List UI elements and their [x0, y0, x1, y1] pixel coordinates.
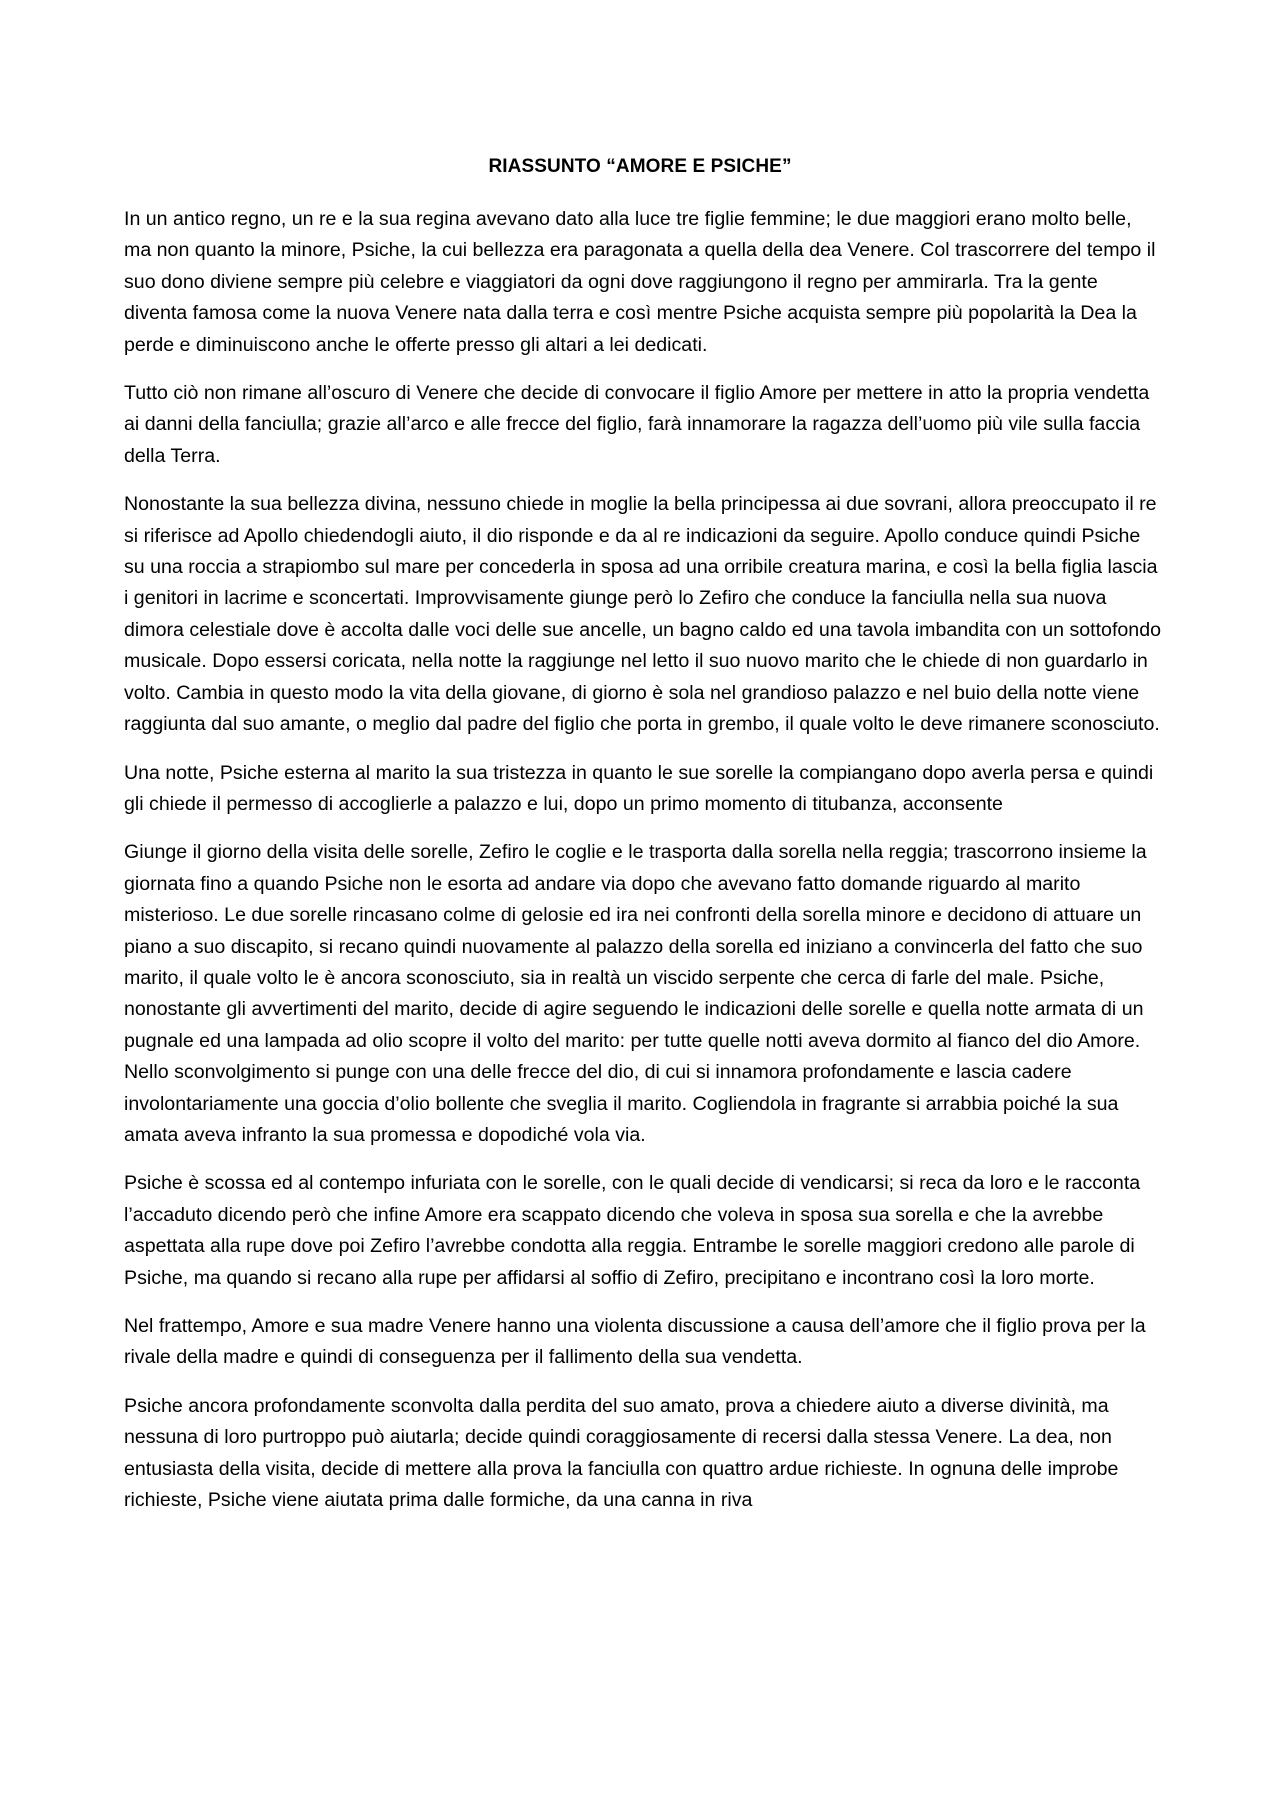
paragraph-7: Nel frattempo, Amore e sua madre Venere hanno una violenta discussione a causa dell’amore che il figlio prova per la rivale della madre e quindi di conseguenza per il fallimento della sua vendetta.	[124, 1315, 1146, 1369]
document-body	[124, 204, 1164, 1533]
paragraph-8: Psiche ancora profondamente sconvolta dalla perdita del suo amato, prova a chiedere aiuto a diverse divinità, ma nessuna di loro purtroppo può aiutarla; decide quindi coraggiosamente di recersi dalla stessa Venere. La dea, non entusiasta della visita, decide di mettere alla prova la fanciulla con quattro ardue richieste. In ognuna delle improbe richieste, Psiche viene aiutata prima dalle formiche, da una canna in riva	[124, 1394, 1119, 1512]
paragraph-2: Tutto ciò non rimane all’oscuro di Venere che decide di convocare il figlio Amore per mettere in atto la propria vendetta ai danni della fanciulla; grazie all’arco e alle frecce del figlio, farà innamorare la ragazza dell’uomo più vile sulla faccia della Terra.	[124, 382, 1150, 467]
paragraph-4: Una notte, Psiche esterna al marito la sua tristezza in quanto le sue sorelle la compiangano dopo averla persa e quindi gli chiede il permesso di accoglierle a palazzo e lui, dopo un primo momento di titubanza, acconsente	[124, 761, 1154, 815]
paragraph-5: Giunge il giorno della visita delle sorelle, Zefiro le coglie e le trasporta dalla sorella nella reggia; trascorrono insieme la giornata fino a quando Psiche non le esorta ad andare via dopo che avevano fatto domande riguardo al marito misterioso. Le due sorelle rincasano colme di gelosie ed ira nei confronti della sorella minore e decidono di attuare un piano a suo discapito, si recano quindi nuovamente al palazzo della sorella ed iniziano a convincerla del fatto che suo marito, il quale volto le è ancora sconosciuto, sia in realtà un viscido serpente che cerca di farle del male. Psiche, nonostante gli avvertimenti del marito, decide di agire seguendo le indicazioni delle sorelle e quella notte armata di un pugnale ed una lampada ad olio scopre il volto del marito: per tutte quelle notti aveva dormito al fianco del dio Amore. Nello sconvolgimento si punge con una delle frecce del dio, di cui si innamora profondamente e lascia cadere involontariamente una goccia d’olio bollente che sveglia il marito. Cogliendola in fragrante si arrabbia poiché la sua amata aveva infranto la sua promessa e dopodiché vola via.	[124, 841, 1147, 1146]
paragraph-6: Psiche è scossa ed al contempo infuriata con le sorelle, con le quali decide di vendicarsi; si reca da loro e le racconta l’accaduto dicendo però che infine Amore era scappato dicendo che voleva in sposa sua sorella e che la avrebbe aspettata alla rupe dove poi Zefiro l’avrebbe condotta alla reggia. Entrambe le sorelle maggiori credono alle parole di Psiche, ma quando si recano alla rupe per affidarsi al soffio di Zefiro, precipitano e incontrano così la loro morte.	[124, 1172, 1141, 1289]
document-title: RIASSUNTO “AMORE E PSICHE”	[488, 156, 792, 177]
paragraph-1: In un antico regno, un re e la sua regina avevano dato alla luce tre figlie femmine; le due maggiori erano molto belle, ma non quanto la minore, Psiche, la cui bellezza era paragonata a quella della dea Venere. Col trascorrere del tempo il suo dono diviene sempre più celebre e viaggiatori da ogni dove raggiungono il regno per ammirarla. Tra la gente diventa famosa come la nuova Venere nata dalla terra e così mentre Psiche acquista sempre più popolarità la Dea la perde e diminuiscono anche le offerte presso gli altari a lei dedicati.	[124, 208, 1156, 356]
paragraph-3: Nonostante la sua bellezza divina, nessuno chiede in moglie la bella principessa ai due sovrani, allora preoccupato il re si riferisce ad Apollo chiedendogli aiuto, il dio risponde e da al re indicazioni da seguire. Apollo conduce quindi Psiche su una roccia a strapiombo sul mare per concederla in sposa ad una orribile creatura marina, e così la bella figlia lascia i genitori in lacrime e sconcertati. Improvvisamente giunge però lo Zefiro che conduce la fanciulla nella sua nuova dimora celestiale dove è accolta dalle voci delle sue ancelle, un bagno caldo ed una tavola imbandita con un sottofondo musicale. Dopo essersi coricata, nella notte la raggiunge nel letto il suo nuovo marito che le chiede di non guardarlo in volto. Cambia in questo modo la vita della giovane, di giorno è sola nel grandioso palazzo e nel buio della notte viene raggiunta dal suo amante, o meglio dal padre del figlio che porta in grembo, il quale volto le deve rimanere sconosciuto.	[124, 493, 1161, 736]
